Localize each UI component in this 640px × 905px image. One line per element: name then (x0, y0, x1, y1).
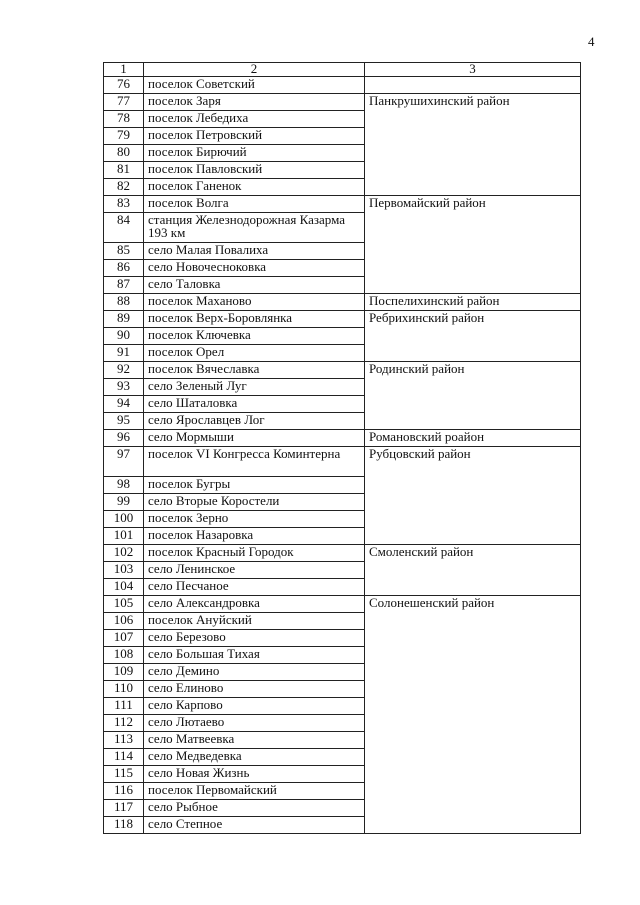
row-number: 79 (104, 128, 144, 145)
row-number: 80 (104, 145, 144, 162)
row-number: 97 (104, 447, 144, 477)
settlement-name: село Таловка (144, 277, 365, 294)
settlement-name: село Степное (144, 817, 365, 834)
settlement-name: поселок Ганенок (144, 179, 365, 196)
row-number: 101 (104, 528, 144, 545)
settlement-name: поселок Первомайский (144, 783, 365, 800)
column-header-1: 1 (104, 63, 144, 77)
table-row (104, 196, 581, 213)
settlement-name: поселок Зерно (144, 511, 365, 528)
row-number: 115 (104, 766, 144, 783)
district-name: Поспелихинский район (365, 294, 581, 311)
settlements-table (103, 62, 581, 834)
row-number: 109 (104, 664, 144, 681)
settlement-name: село Лютаево (144, 715, 365, 732)
table-body (104, 77, 581, 834)
settlement-name: село Новая Жизнь (144, 766, 365, 783)
row-number: 118 (104, 817, 144, 834)
settlement-name: село Большая Тихая (144, 647, 365, 664)
row-number: 92 (104, 362, 144, 379)
settlement-name: поселок Назаровка (144, 528, 365, 545)
table-row (104, 447, 581, 477)
settlement-name: поселок Советский (144, 77, 365, 94)
row-number: 85 (104, 243, 144, 260)
row-number: 105 (104, 596, 144, 613)
settlement-name: поселок VI Конгресса Коминтерна (144, 447, 365, 477)
settlement-name: поселок Заря (144, 94, 365, 111)
row-number: 94 (104, 396, 144, 413)
row-number: 96 (104, 430, 144, 447)
column-header-2: 2 (144, 63, 365, 77)
settlement-name: село Новочесноковка (144, 260, 365, 277)
row-number: 90 (104, 328, 144, 345)
row-number: 108 (104, 647, 144, 664)
row-number: 98 (104, 477, 144, 494)
settlement-name: село Мормыши (144, 430, 365, 447)
settlement-name: поселок Павловский (144, 162, 365, 179)
row-number: 117 (104, 800, 144, 817)
settlement-name: поселок Ключевка (144, 328, 365, 345)
table-row (104, 311, 581, 328)
row-number: 84 (104, 213, 144, 243)
table-row (104, 94, 581, 111)
settlement-name: село Березово (144, 630, 365, 647)
settlement-name: село Зеленый Луг (144, 379, 365, 396)
settlement-name: поселок Вячеславка (144, 362, 365, 379)
row-number: 106 (104, 613, 144, 630)
row-number: 112 (104, 715, 144, 732)
row-number: 78 (104, 111, 144, 128)
settlement-name: село Ярославцев Лог (144, 413, 365, 430)
settlement-name: поселок Ануйский (144, 613, 365, 630)
settlement-name: село Шаталовка (144, 396, 365, 413)
row-number: 88 (104, 294, 144, 311)
table-row (104, 545, 581, 562)
district-name: Родинский район (365, 362, 581, 430)
table-row (104, 294, 581, 311)
row-number: 95 (104, 413, 144, 430)
row-number: 76 (104, 77, 144, 94)
table-row (104, 430, 581, 447)
row-number: 110 (104, 681, 144, 698)
page-number: 4 (588, 34, 595, 49)
row-number: 93 (104, 379, 144, 396)
row-number: 81 (104, 162, 144, 179)
row-number: 107 (104, 630, 144, 647)
row-number: 87 (104, 277, 144, 294)
row-number: 103 (104, 562, 144, 579)
row-number: 104 (104, 579, 144, 596)
row-number: 86 (104, 260, 144, 277)
district-name: Смоленский район (365, 545, 581, 596)
settlement-name: село Елиново (144, 681, 365, 698)
row-number: 91 (104, 345, 144, 362)
settlement-name: поселок Верх-Боровлянка (144, 311, 365, 328)
row-number: 113 (104, 732, 144, 749)
settlement-name: село Ленинское (144, 562, 365, 579)
table-row (104, 596, 581, 613)
settlement-name: станция Железнодорожная Казарма 193 км (144, 213, 365, 243)
table-row (104, 77, 581, 94)
row-number: 100 (104, 511, 144, 528)
settlement-name: поселок Бирючий (144, 145, 365, 162)
settlement-name: поселок Орел (144, 345, 365, 362)
table-row (104, 362, 581, 379)
row-number: 102 (104, 545, 144, 562)
settlement-name: село Медведевка (144, 749, 365, 766)
settlement-name: поселок Волга (144, 196, 365, 213)
row-number: 89 (104, 311, 144, 328)
row-number: 83 (104, 196, 144, 213)
column-header-3: 3 (365, 63, 581, 77)
settlement-name: поселок Петровский (144, 128, 365, 145)
district-name: Первомайский район (365, 196, 581, 294)
settlement-name: село Песчаное (144, 579, 365, 596)
settlement-name: село Александровка (144, 596, 365, 613)
row-number: 114 (104, 749, 144, 766)
district-name: Панкрушихинский район (365, 94, 581, 196)
row-number: 116 (104, 783, 144, 800)
settlement-name: поселок Маханово (144, 294, 365, 311)
district-name: Ребрихинский район (365, 311, 581, 362)
settlement-name: поселок Лебедиха (144, 111, 365, 128)
row-number: 99 (104, 494, 144, 511)
settlement-name: село Карпово (144, 698, 365, 715)
district-empty (365, 77, 581, 94)
row-number: 111 (104, 698, 144, 715)
settlement-name: поселок Красный Городок (144, 545, 365, 562)
settlement-name: село Малая Повалиха (144, 243, 365, 260)
settlement-name: село Вторые Коростели (144, 494, 365, 511)
row-number: 82 (104, 179, 144, 196)
row-number: 77 (104, 94, 144, 111)
district-name: Романовский роайон (365, 430, 581, 447)
table-header-row (104, 63, 581, 77)
settlement-name: поселок Бугры (144, 477, 365, 494)
settlement-name: село Рыбное (144, 800, 365, 817)
settlement-name: село Демино (144, 664, 365, 681)
settlement-name: село Матвеевка (144, 732, 365, 749)
district-name: Солонешенский район (365, 596, 581, 834)
district-name: Рубцовский район (365, 447, 581, 545)
